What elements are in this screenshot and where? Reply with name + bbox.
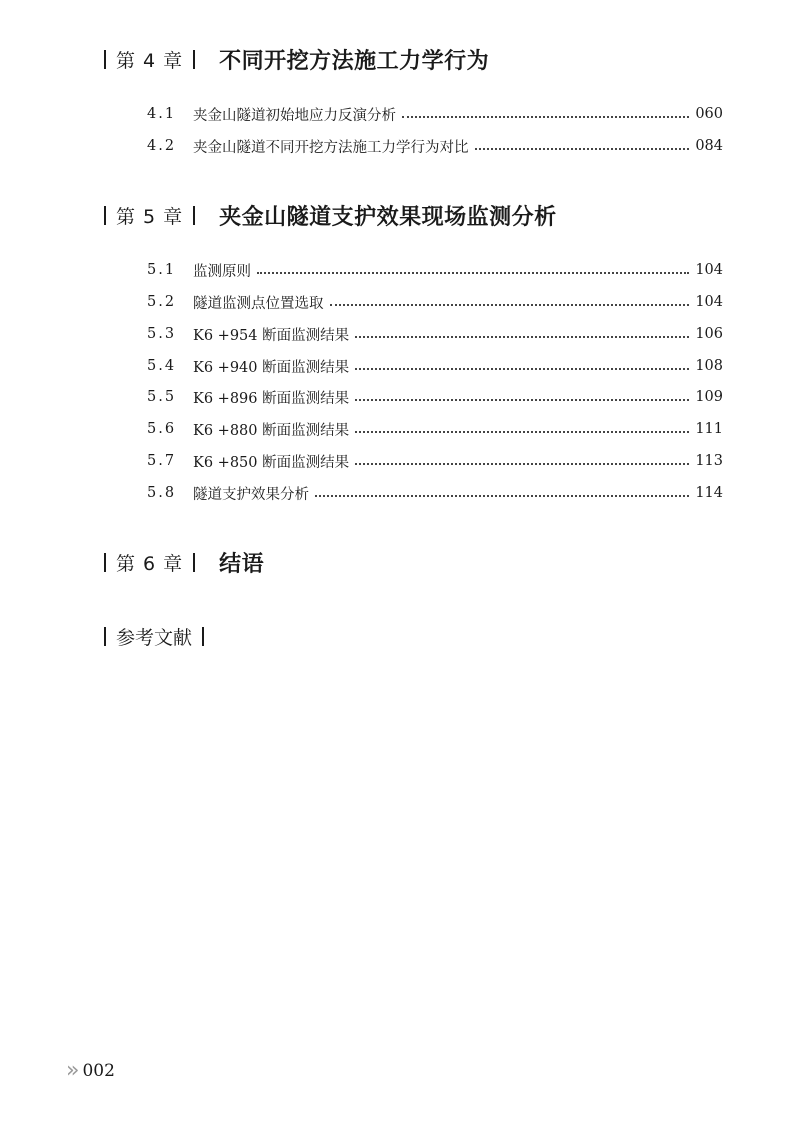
toc-entry-5-3[interactable] (147, 323, 723, 345)
chapter-5-heading (104, 198, 557, 232)
dot-leader (475, 148, 690, 150)
section-title: K6 +850 断面监测结果 (193, 454, 350, 471)
page-ref: 106 (695, 326, 723, 342)
toc-entry-5-5[interactable] (147, 386, 723, 408)
divider-bar (104, 206, 106, 225)
section-title: 夹金山隧道初始地应力反演分析 (193, 107, 396, 124)
page-ref: 108 (695, 358, 723, 374)
divider-bar (104, 50, 106, 69)
page-number: 002 (82, 1060, 115, 1081)
divider-bar (104, 553, 106, 572)
chapter-4-heading (104, 42, 489, 76)
toc-entry-4-2[interactable] (147, 135, 723, 157)
toc-entry-5-4[interactable] (147, 355, 723, 377)
dot-leader (355, 399, 689, 401)
toc-entry-4-1[interactable] (147, 103, 723, 125)
section-number: 5.1 (147, 262, 177, 278)
page-ref: 104 (695, 294, 723, 310)
references-label: 参考文献 (116, 626, 193, 649)
section-number: 5.5 (147, 389, 177, 405)
section-number: 5.8 (147, 485, 177, 501)
page-ref: 060 (695, 106, 723, 122)
section-title: 隧道支护效果分析 (193, 486, 309, 503)
section-title: K6 +940 断面监测结果 (193, 359, 350, 376)
section-number: 4.1 (147, 106, 177, 122)
divider-bar (193, 553, 195, 572)
page-ref: 084 (695, 138, 723, 154)
section-number: 5.4 (147, 358, 177, 374)
chapter-6-heading (104, 545, 264, 579)
divider-bar (104, 627, 106, 646)
section-title: K6 +880 断面监测结果 (193, 422, 350, 439)
page-ref: 104 (695, 262, 723, 278)
divider-bar (193, 50, 195, 69)
section-number: 5.6 (147, 421, 177, 437)
dot-leader (355, 336, 689, 338)
chapter-label: 第 4 章 (116, 49, 184, 72)
dot-leader (330, 304, 690, 306)
page-ref: 111 (695, 421, 723, 437)
toc-entry-5-1[interactable] (147, 259, 723, 281)
dot-leader (355, 368, 689, 370)
page-footer (66, 1058, 115, 1083)
toc-entry-5-8[interactable] (147, 482, 723, 504)
page-ref: 113 (695, 453, 723, 469)
chapter-label: 第 6 章 (116, 552, 184, 575)
section-number: 5.2 (147, 294, 177, 310)
dot-leader (355, 463, 689, 465)
section-title: 监测原则 (193, 263, 251, 280)
section-number: 4.2 (147, 138, 177, 154)
section-number: 5.3 (147, 326, 177, 342)
section-title: K6 +954 断面监测结果 (193, 327, 350, 344)
double-chevron-icon: » (66, 1058, 77, 1083)
section-title: 隧道监测点位置选取 (193, 295, 324, 312)
divider-bar (193, 206, 195, 225)
chapter-title: 夹金山隧道支护效果现场监测分析 (219, 204, 557, 230)
toc-entry-5-7[interactable] (147, 450, 723, 472)
dot-leader (402, 116, 689, 118)
dot-leader (355, 431, 689, 433)
section-number: 5.7 (147, 453, 177, 469)
toc-entry-5-2[interactable] (147, 291, 723, 313)
dot-leader (315, 495, 689, 497)
divider-bar (202, 627, 204, 646)
chapter-label: 第 5 章 (116, 205, 184, 228)
chapter-title: 不同开挖方法施工力学行为 (219, 48, 490, 74)
chapter-title: 结语 (219, 551, 265, 577)
dot-leader (257, 272, 689, 274)
references-heading[interactable] (104, 619, 204, 653)
section-title: 夹金山隧道不同开挖方法施工力学行为对比 (193, 139, 469, 156)
page-ref: 109 (695, 389, 723, 405)
section-title: K6 +896 断面监测结果 (193, 390, 350, 407)
toc-entry-5-6[interactable] (147, 418, 723, 440)
page-ref: 114 (695, 485, 723, 501)
